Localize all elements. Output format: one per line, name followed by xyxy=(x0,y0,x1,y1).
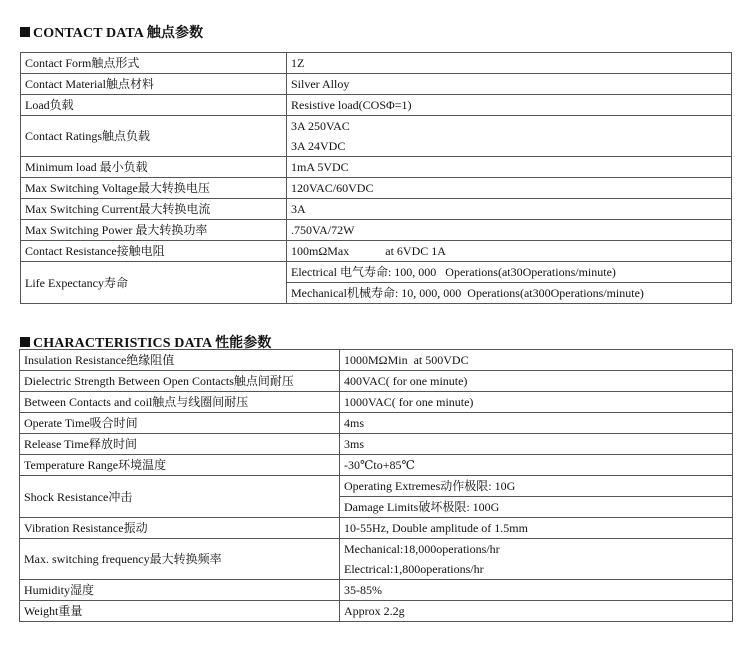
spec-value: Resistive load(COSΦ=1) xyxy=(287,95,732,116)
spec-label: Max. switching frequency最大转换频率 xyxy=(20,539,340,580)
spec-label: Max Switching Current最大转换电流 xyxy=(21,199,287,220)
spec-label: Load负载 xyxy=(21,95,287,116)
spec-label: Shock Resistance冲击 xyxy=(20,476,340,518)
spec-value: Electrical:1,800operations/hr xyxy=(340,559,733,580)
spec-value: 3A 250VAC xyxy=(287,116,732,137)
table-row xyxy=(21,262,732,283)
spec-label: Between Contacts and coil触点与线圈间耐压 xyxy=(20,392,340,413)
table-row xyxy=(21,95,732,116)
table-row xyxy=(20,413,733,434)
spec-value: 35-85% xyxy=(340,580,733,601)
table-row xyxy=(20,580,733,601)
table-row xyxy=(21,178,732,199)
square-bullet-icon xyxy=(20,337,30,347)
spec-label: Humidity湿度 xyxy=(20,580,340,601)
spec-value: Damage Limits破坏极限: 100G xyxy=(340,497,733,518)
spec-value: Electrical 电气寿命: 100, 000 Operations(at30Operations/minute) xyxy=(287,262,732,283)
table-row xyxy=(20,476,733,497)
spec-label: Contact Material触点材料 xyxy=(21,74,287,95)
resistance-value: 100mΩMax xyxy=(291,244,350,258)
table-row xyxy=(21,157,732,178)
table-row xyxy=(20,539,733,560)
spec-value: 120VAC/60VDC xyxy=(287,178,732,199)
spec-label: Contact Resistance接触电阻 xyxy=(21,241,287,262)
spec-value: 3A xyxy=(287,199,732,220)
table-row xyxy=(20,601,733,622)
spec-value: Silver Alloy xyxy=(287,74,732,95)
spec-label: Contact Ratings触点负载 xyxy=(21,116,287,157)
table-row xyxy=(21,220,732,241)
contact-data-table xyxy=(20,52,732,304)
spec-value xyxy=(287,241,732,262)
spec-value: Approx 2.2g xyxy=(340,601,733,622)
spec-value: Operating Extremes动作极限: 10G xyxy=(340,476,733,497)
table-row xyxy=(20,434,733,455)
characteristics-data-title-text: CHARACTERISTICS DATA 性能参数 xyxy=(33,336,272,351)
spec-value: 4ms xyxy=(340,413,733,434)
spec-value: 400VAC( for one minute) xyxy=(340,371,733,392)
resistance-condition: at 6VDC 1A xyxy=(385,244,446,258)
table-row xyxy=(21,241,732,262)
spec-value: 3ms xyxy=(340,434,733,455)
spec-label: Temperature Range环境温度 xyxy=(20,455,340,476)
table-row xyxy=(21,74,732,95)
spec-value: 1mA 5VDC xyxy=(287,157,732,178)
spec-value: 3A 24VDC xyxy=(287,136,732,157)
spec-label: Vibration Resistance振动 xyxy=(20,518,340,539)
spec-value: Mechanical机械寿命: 10, 000, 000 Operations(at300Operations/minute) xyxy=(287,283,732,304)
table-row xyxy=(20,350,733,371)
table-row xyxy=(21,116,732,137)
table-row xyxy=(21,199,732,220)
contact-data-title xyxy=(20,22,203,42)
table-row xyxy=(21,53,732,74)
characteristics-data-table xyxy=(19,349,733,622)
table-row xyxy=(20,518,733,539)
spec-value: 1Z xyxy=(287,53,732,74)
spec-value: 1000VAC( for one minute) xyxy=(340,392,733,413)
spec-label: Life Expectancy寿命 xyxy=(21,262,287,304)
square-bullet-icon xyxy=(20,27,30,37)
contact-data-title-text: CONTACT DATA 触点参数 xyxy=(33,26,204,41)
spec-label: Contact Form触点形式 xyxy=(21,53,287,74)
spec-value: 10-55Hz, Double amplitude of 1.5mm xyxy=(340,518,733,539)
spec-label: Operate Time吸合时间 xyxy=(20,413,340,434)
table-row xyxy=(20,392,733,413)
table-row xyxy=(20,455,733,476)
spec-value: -30℃to+85℃ xyxy=(340,455,733,476)
spec-label: Weight重量 xyxy=(20,601,340,622)
spec-label: Minimum load 最小负载 xyxy=(21,157,287,178)
spec-value: .750VA/72W xyxy=(287,220,732,241)
table-row xyxy=(20,371,733,392)
spec-label: Release Time释放时间 xyxy=(20,434,340,455)
spec-label: Insulation Resistance绝缘阻值 xyxy=(20,350,340,371)
spec-label: Max Switching Power 最大转换功率 xyxy=(21,220,287,241)
spec-label: Max Switching Voltage最大转换电压 xyxy=(21,178,287,199)
spec-label: Dielectric Strength Between Open Contacts触点间耐压 xyxy=(20,371,340,392)
spec-value: Mechanical:18,000operations/hr xyxy=(340,539,733,560)
spec-value: 1000MΩMin at 500VDC xyxy=(340,350,733,371)
